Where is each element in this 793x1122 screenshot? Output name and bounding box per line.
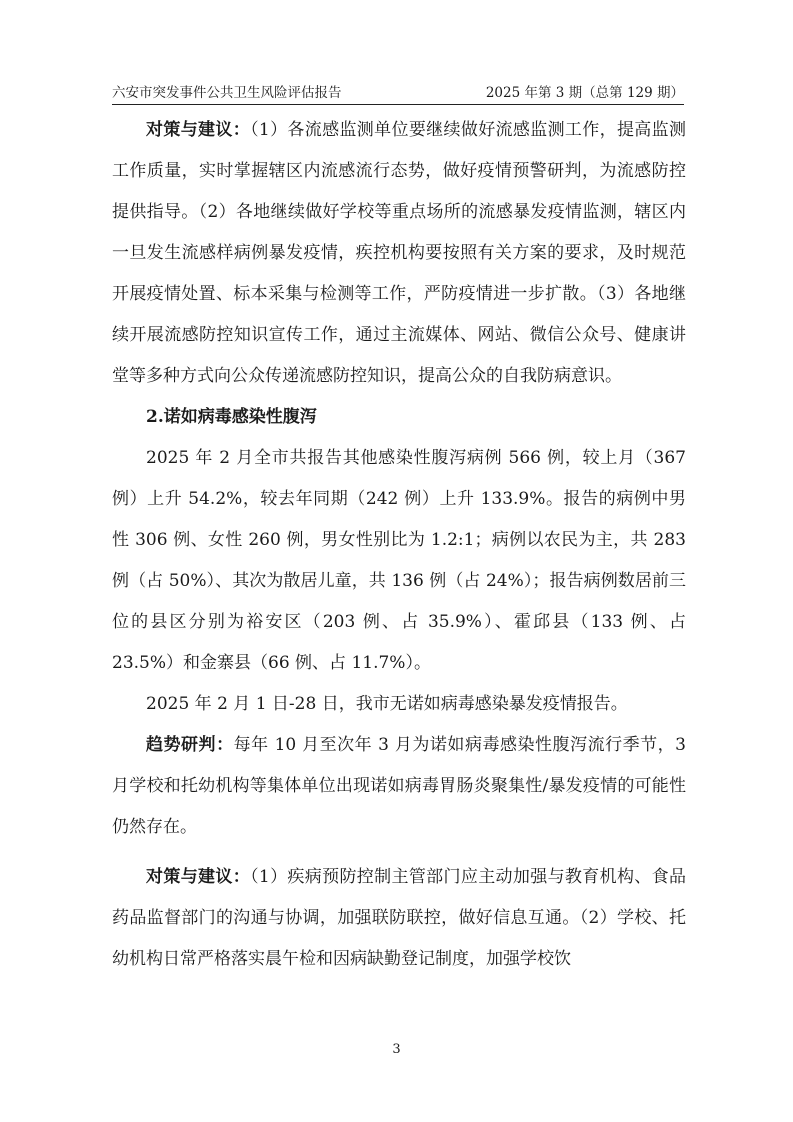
- outbreak-report-paragraph: 2025 年 2 月 1 日-28 日，我市无诺如病毒感染暴发疫情报告。: [146, 694, 628, 714]
- paragraph-gap: [112, 848, 686, 857]
- page-header: [112, 84, 684, 105]
- paragraph-text: （1）各流感监测单位要继续做好流感监测工作，提高监测工作质量，实时掌握辖区内流感流行态势，做好疫情预警研判，为流感防控提供指导。（2）各地继续做好学校等重点场所的流感暴发疫情监测，辖区内一旦发生流感样病例暴发疫情，疾控机构要按照有关方案的要求，及时规范开展疫情处置、标本采集与检测等工作，严防疫情进一步扩散。（3）各地继续开展流感防控知识宣传工作，通过主流媒体、网站、微信公众号、健康讲堂等多种方式向公众传递流感防控知识，提高公众的自我防病意识。: [112, 120, 686, 386]
- report-title: 六安市突发事件公共卫生风险评估报告: [112, 85, 342, 101]
- page-number: 3: [392, 1042, 401, 1057]
- paragraph-label: 对策与建议：: [146, 120, 251, 140]
- norovirus-stats-paragraph: 2025 年 2 月全市共报告其他感染性腹泻病例 566 例，较上月（367 例）上升 54.2%，较去年同期（242 例）上升 133.9%。报告的病例中男性 306 例、女性 260 例，男女性别比为 1.2:1；病例以农民为主，共 283 例（占 50%）、其次为散居儿童，共 136 例（占 24%）；报告病例数居前三位的县区分别为裕安区（203 例、占 35.9%）、霍邱县（133 例、占 23.5%）和金寨县（66 例、占 11.7%）。: [112, 448, 686, 673]
- paragraph-label: 对策与建议：: [146, 867, 251, 887]
- paragraph-text: 每年 10 月至次年 3 月为诺如病毒感染性腹泻流行季节，3 月学校和托幼机构等集体单位出现诺如病毒胃肠炎聚集性/暴发疫情的可能性仍然存在。: [112, 735, 686, 837]
- flu-countermeasures-paragraph: [112, 110, 686, 397]
- issue-number: 2025 年第 3 期（总第 129 期）: [485, 85, 684, 101]
- trend-analysis-paragraph: [112, 725, 686, 848]
- norovirus-countermeasures-paragraph: [112, 857, 686, 980]
- document-body: [112, 110, 686, 980]
- paragraph-label: 趋势研判：: [146, 735, 234, 755]
- paragraph-text: （1）疾病预防控制主管部门应主动加强与教育机构、食品药品监督部门的沟通与协调，加强联防联控，做好信息互通。（2）学校、托幼机构日常严格落实晨午检和因病缺勤登记制度，加强学校饮: [112, 867, 686, 969]
- section-heading-norovirus: 2.诺如病毒感染性腹泻: [146, 407, 317, 427]
